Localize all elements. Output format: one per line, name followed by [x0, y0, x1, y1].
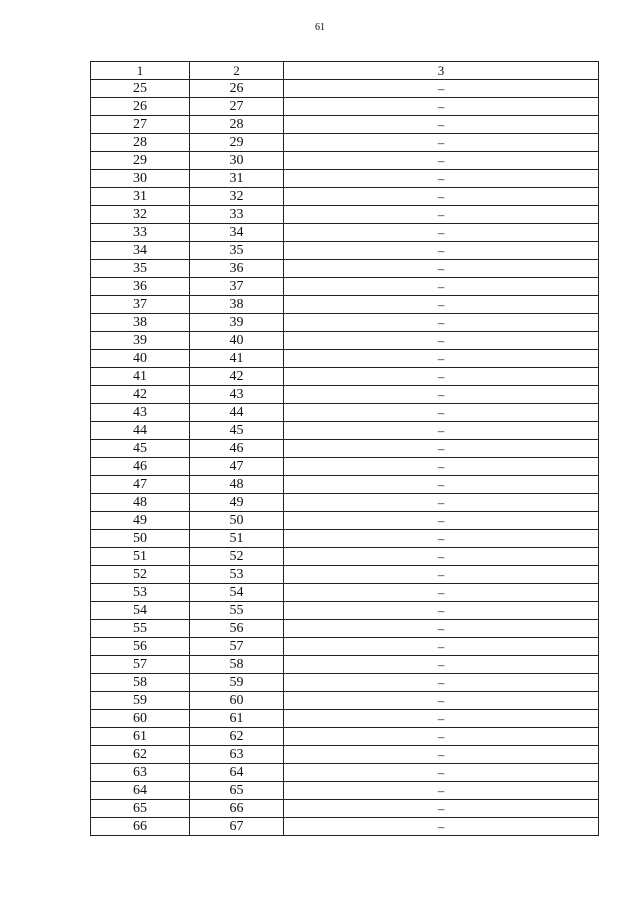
- table-row: [91, 584, 599, 602]
- table-row: [91, 260, 599, 278]
- table-cell-col-3: –: [284, 296, 599, 314]
- table-row: [91, 404, 599, 422]
- table-cell-col-3: –: [284, 728, 599, 746]
- table-cell-col-3: –: [284, 224, 599, 242]
- table-cell-col-3: –: [284, 368, 599, 386]
- table-cell-col-3: –: [284, 116, 599, 134]
- table-cell-col-3: –: [284, 314, 599, 332]
- table-cell-col-3: –: [284, 260, 599, 278]
- table-cell-col-2: 56: [190, 620, 284, 638]
- table-cell-col-2: 27: [190, 98, 284, 116]
- table-body: [91, 80, 599, 836]
- table-cell-col-3: –: [284, 674, 599, 692]
- table-cell-col-3: –: [284, 530, 599, 548]
- table-cell-col-3: –: [284, 242, 599, 260]
- table-cell-col-3: –: [284, 710, 599, 728]
- table-cell-col-1: 45: [91, 440, 190, 458]
- table-row: [91, 782, 599, 800]
- column-header-2: 2: [190, 62, 284, 80]
- table-cell-col-1: 27: [91, 116, 190, 134]
- table-row: [91, 548, 599, 566]
- table-row: [91, 206, 599, 224]
- table-cell-col-2: 42: [190, 368, 284, 386]
- table-row: [91, 368, 599, 386]
- table-cell-col-1: 28: [91, 134, 190, 152]
- table-cell-col-2: 33: [190, 206, 284, 224]
- table-cell-col-2: 53: [190, 566, 284, 584]
- column-header-3: 3: [284, 62, 599, 80]
- table-cell-col-1: 33: [91, 224, 190, 242]
- table-cell-col-2: 32: [190, 188, 284, 206]
- table-cell-col-3: –: [284, 584, 599, 602]
- table-cell-col-3: –: [284, 620, 599, 638]
- table-cell-col-1: 25: [91, 80, 190, 98]
- table-cell-col-1: 49: [91, 512, 190, 530]
- table-cell-col-1: 40: [91, 350, 190, 368]
- table-row: [91, 566, 599, 584]
- table-cell-col-2: 44: [190, 404, 284, 422]
- table-row: [91, 314, 599, 332]
- table-row: [91, 242, 599, 260]
- table-cell-col-3: –: [284, 350, 599, 368]
- table-cell-col-1: 42: [91, 386, 190, 404]
- table-row: [91, 152, 599, 170]
- table-cell-col-3: –: [284, 800, 599, 818]
- table-cell-col-1: 62: [91, 746, 190, 764]
- table-cell-col-3: –: [284, 764, 599, 782]
- table-cell-col-2: 52: [190, 548, 284, 566]
- table-cell-col-2: 62: [190, 728, 284, 746]
- table-cell-col-2: 45: [190, 422, 284, 440]
- table-row: [91, 710, 599, 728]
- table-row: [91, 278, 599, 296]
- table-cell-col-1: 47: [91, 476, 190, 494]
- table-cell-col-3: –: [284, 152, 599, 170]
- table-cell-col-1: 58: [91, 674, 190, 692]
- table-cell-col-1: 39: [91, 332, 190, 350]
- table-row: [91, 512, 599, 530]
- table-cell-col-2: 66: [190, 800, 284, 818]
- table-cell-col-3: –: [284, 476, 599, 494]
- table-cell-col-2: 54: [190, 584, 284, 602]
- table-cell-col-2: 37: [190, 278, 284, 296]
- table-cell-col-2: 63: [190, 746, 284, 764]
- table-cell-col-2: 46: [190, 440, 284, 458]
- table-cell-col-3: –: [284, 134, 599, 152]
- table-cell-col-1: 48: [91, 494, 190, 512]
- table-cell-col-2: 51: [190, 530, 284, 548]
- table-cell-col-3: –: [284, 602, 599, 620]
- table-cell-col-3: –: [284, 746, 599, 764]
- table-cell-col-2: 38: [190, 296, 284, 314]
- table-cell-col-1: 32: [91, 206, 190, 224]
- table-row: [91, 674, 599, 692]
- table-cell-col-3: –: [284, 548, 599, 566]
- table-cell-col-1: 54: [91, 602, 190, 620]
- table-cell-col-1: 44: [91, 422, 190, 440]
- table-cell-col-2: 43: [190, 386, 284, 404]
- table-row: [91, 116, 599, 134]
- table-row: [91, 818, 599, 836]
- table-cell-col-3: –: [284, 332, 599, 350]
- table-cell-col-1: 52: [91, 566, 190, 584]
- table-row: [91, 494, 599, 512]
- table-cell-col-1: 43: [91, 404, 190, 422]
- table-cell-col-1: 53: [91, 584, 190, 602]
- table-cell-col-3: –: [284, 422, 599, 440]
- table-cell-col-2: 57: [190, 638, 284, 656]
- table-row: [91, 800, 599, 818]
- table-cell-col-3: –: [284, 80, 599, 98]
- table-cell-col-1: 35: [91, 260, 190, 278]
- table-cell-col-2: 41: [190, 350, 284, 368]
- table-row: [91, 602, 599, 620]
- table-cell-col-3: –: [284, 98, 599, 116]
- table-row: [91, 170, 599, 188]
- table-cell-col-1: 66: [91, 818, 190, 836]
- table-cell-col-1: 46: [91, 458, 190, 476]
- table-row: [91, 188, 599, 206]
- table-cell-col-3: –: [284, 512, 599, 530]
- table-cell-col-2: 34: [190, 224, 284, 242]
- table-cell-col-1: 29: [91, 152, 190, 170]
- table-cell-col-3: –: [284, 404, 599, 422]
- column-header-1: 1: [91, 62, 190, 80]
- table-cell-col-2: 31: [190, 170, 284, 188]
- table-cell-col-1: 60: [91, 710, 190, 728]
- table-cell-col-1: 37: [91, 296, 190, 314]
- table-cell-col-2: 49: [190, 494, 284, 512]
- table-cell-col-2: 58: [190, 656, 284, 674]
- table-row: [91, 332, 599, 350]
- table-row: [91, 746, 599, 764]
- table-row: [91, 134, 599, 152]
- table-cell-col-2: 59: [190, 674, 284, 692]
- table-cell-col-1: 50: [91, 530, 190, 548]
- table-row: [91, 80, 599, 98]
- table-cell-col-3: –: [284, 440, 599, 458]
- table-cell-col-3: –: [284, 206, 599, 224]
- table-row: [91, 530, 599, 548]
- table-cell-col-1: 65: [91, 800, 190, 818]
- table-cell-col-1: 26: [91, 98, 190, 116]
- table-row: [91, 620, 599, 638]
- table-row: [91, 764, 599, 782]
- table-cell-col-1: 38: [91, 314, 190, 332]
- header-row: [91, 62, 599, 80]
- table-row: [91, 422, 599, 440]
- table-cell-col-3: –: [284, 458, 599, 476]
- table-cell-col-2: 48: [190, 476, 284, 494]
- table-cell-col-3: –: [284, 692, 599, 710]
- table-cell-col-2: 28: [190, 116, 284, 134]
- table-cell-col-3: –: [284, 638, 599, 656]
- table-cell-col-2: 36: [190, 260, 284, 278]
- table-header: [91, 62, 599, 80]
- table-cell-col-1: 36: [91, 278, 190, 296]
- table-row: [91, 458, 599, 476]
- table-cell-col-1: 63: [91, 764, 190, 782]
- table-cell-col-2: 29: [190, 134, 284, 152]
- table-cell-col-2: 64: [190, 764, 284, 782]
- table-cell-col-1: 59: [91, 692, 190, 710]
- table-cell-col-1: 64: [91, 782, 190, 800]
- table-cell-col-2: 26: [190, 80, 284, 98]
- table-cell-col-3: –: [284, 278, 599, 296]
- table-cell-col-2: 40: [190, 332, 284, 350]
- table-cell-col-2: 30: [190, 152, 284, 170]
- table-cell-col-3: –: [284, 566, 599, 584]
- table-row: [91, 440, 599, 458]
- table-cell-col-1: 31: [91, 188, 190, 206]
- table-cell-col-1: 41: [91, 368, 190, 386]
- table-row: [91, 476, 599, 494]
- table-row: [91, 224, 599, 242]
- table-cell-col-3: –: [284, 818, 599, 836]
- page-number: 61: [315, 22, 325, 33]
- table-cell-col-3: –: [284, 656, 599, 674]
- table-row: [91, 656, 599, 674]
- table-row: [91, 692, 599, 710]
- table-cell-col-1: 56: [91, 638, 190, 656]
- table-cell-col-2: 35: [190, 242, 284, 260]
- table-row: [91, 638, 599, 656]
- table-cell-col-2: 61: [190, 710, 284, 728]
- table-cell-col-1: 61: [91, 728, 190, 746]
- table-row: [91, 98, 599, 116]
- table-cell-col-2: 55: [190, 602, 284, 620]
- table-row: [91, 728, 599, 746]
- table-cell-col-2: 39: [190, 314, 284, 332]
- table-cell-col-1: 55: [91, 620, 190, 638]
- table-cell-col-2: 47: [190, 458, 284, 476]
- table-row: [91, 350, 599, 368]
- table-cell-col-1: 34: [91, 242, 190, 260]
- table-cell-col-3: –: [284, 170, 599, 188]
- table-cell-col-3: –: [284, 188, 599, 206]
- table-cell-col-2: 60: [190, 692, 284, 710]
- table-cell-col-1: 51: [91, 548, 190, 566]
- table-cell-col-1: 30: [91, 170, 190, 188]
- table-cell-col-2: 65: [190, 782, 284, 800]
- table-row: [91, 386, 599, 404]
- table-cell-col-1: 57: [91, 656, 190, 674]
- data-table: [90, 61, 599, 836]
- table-cell-col-3: –: [284, 494, 599, 512]
- table-row: [91, 296, 599, 314]
- table-cell-col-3: –: [284, 782, 599, 800]
- table-cell-col-2: 50: [190, 512, 284, 530]
- table-cell-col-2: 67: [190, 818, 284, 836]
- table-cell-col-3: –: [284, 386, 599, 404]
